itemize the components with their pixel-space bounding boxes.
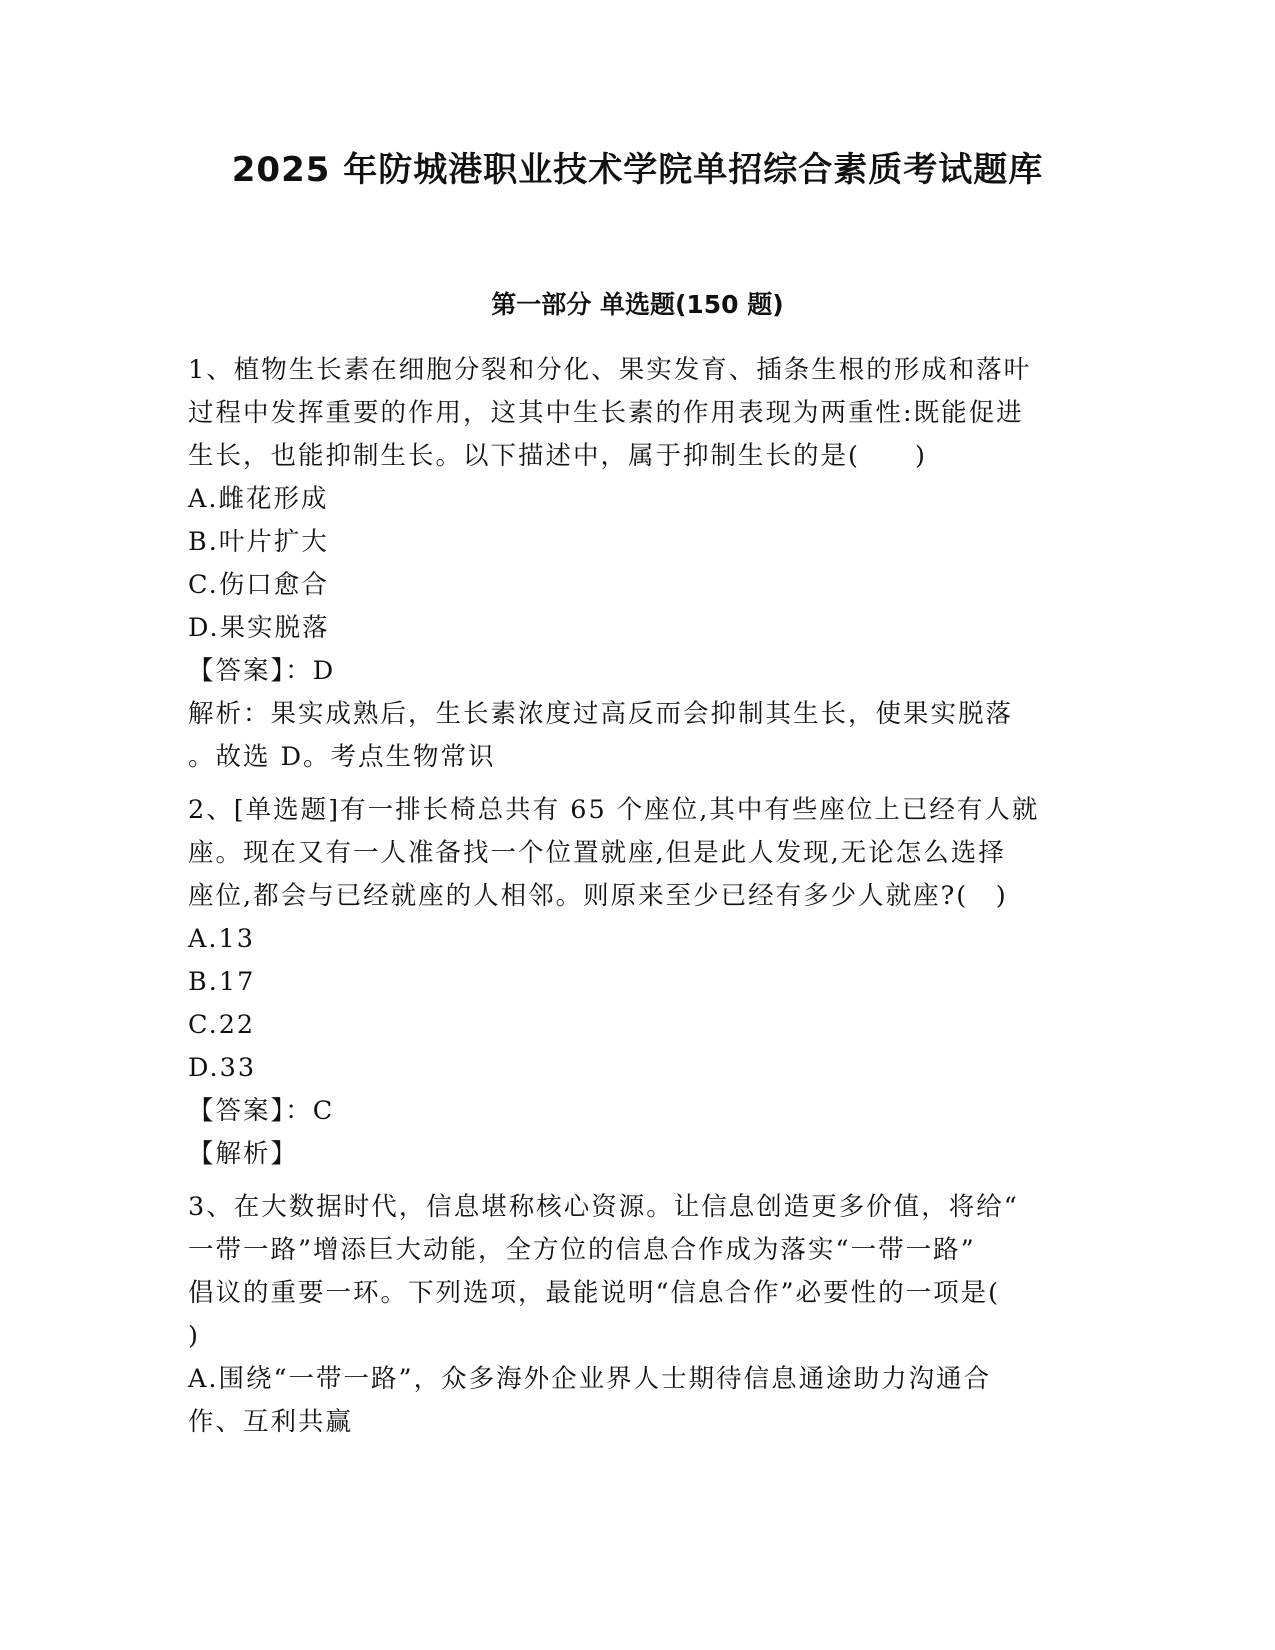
analysis-line: 【解析】 (188, 1139, 299, 1169)
question-stem-line: 3、在大数据时代，信息堪称核心资源。让信息创造更多价值，将给“ (188, 1192, 1019, 1222)
question-stem-line: 过程中发挥重要的作用，这其中生长素的作用表现为两重性:既能促进 (188, 398, 1024, 428)
question-3 (188, 1186, 1088, 1444)
analysis-line: 解析：果实成熟后，生长素浓度过高反而会抑制其生长，使果实脱落 (188, 699, 1014, 729)
question-stem-line: 一带一路”增添巨大动能，全方位的信息合作成为落实“一带一路” (188, 1235, 976, 1265)
question-stem-line: 座位,都会与已经就座的人相邻。则原来至少已经有多少人就座?( ) (188, 881, 1008, 911)
question-stem (188, 1186, 1088, 1358)
option-a: A.围绕“一带一路”，众多海外企业界人士期待信息通途助力沟通合 (188, 1364, 992, 1394)
option-a: A.13 (188, 924, 255, 954)
question-stem-line: 倡议的重要一环。下列选项，最能说明“信息合作”必要性的一项是( (188, 1278, 1001, 1308)
question-1 (188, 349, 1088, 779)
option-c: C.22 (188, 1010, 256, 1040)
answer-line: 【答案】：D (188, 656, 336, 686)
document-title: 2025 年防城港职业技术学院单招综合素质考试题库 (231, 150, 1044, 190)
option-d: D.果实脱落 (188, 613, 330, 643)
question-stem-line: 座。现在又有一人准备找一个位置就座,但是此人发现,无论怎么选择 (188, 838, 1006, 868)
question-stem (188, 349, 1088, 478)
question-stem-line: 2、[单选题]有一排长椅总共有 65 个座位,其中有些座位上已经有人就 (188, 795, 1040, 825)
question-2 (188, 789, 1088, 1176)
question-stem-line: ) (188, 1321, 200, 1351)
option-c: C.伤口愈合 (188, 570, 329, 600)
option-b: B.叶片扩大 (188, 527, 329, 557)
analysis-line: 。故选 D。考点生物常识 (188, 742, 496, 772)
answer-line: 【答案】：C (188, 1096, 335, 1126)
question-stem-line: 1、植物生长素在细胞分裂和分化、果实发育、插条生根的形成和落叶 (188, 355, 1032, 385)
question-stem (188, 789, 1088, 918)
option-a: A.雌花形成 (188, 484, 329, 514)
section-heading: 第一部分 单选题(150 题) (491, 290, 784, 319)
option-d: D.33 (188, 1053, 257, 1083)
option-b: B.17 (188, 967, 256, 997)
option-a-continued: 作、互利共赢 (188, 1407, 354, 1437)
question-list (188, 349, 1088, 1454)
question-stem-line: 生长，也能抑制生长。以下描述中，属于抑制生长的是( ) (188, 441, 927, 471)
